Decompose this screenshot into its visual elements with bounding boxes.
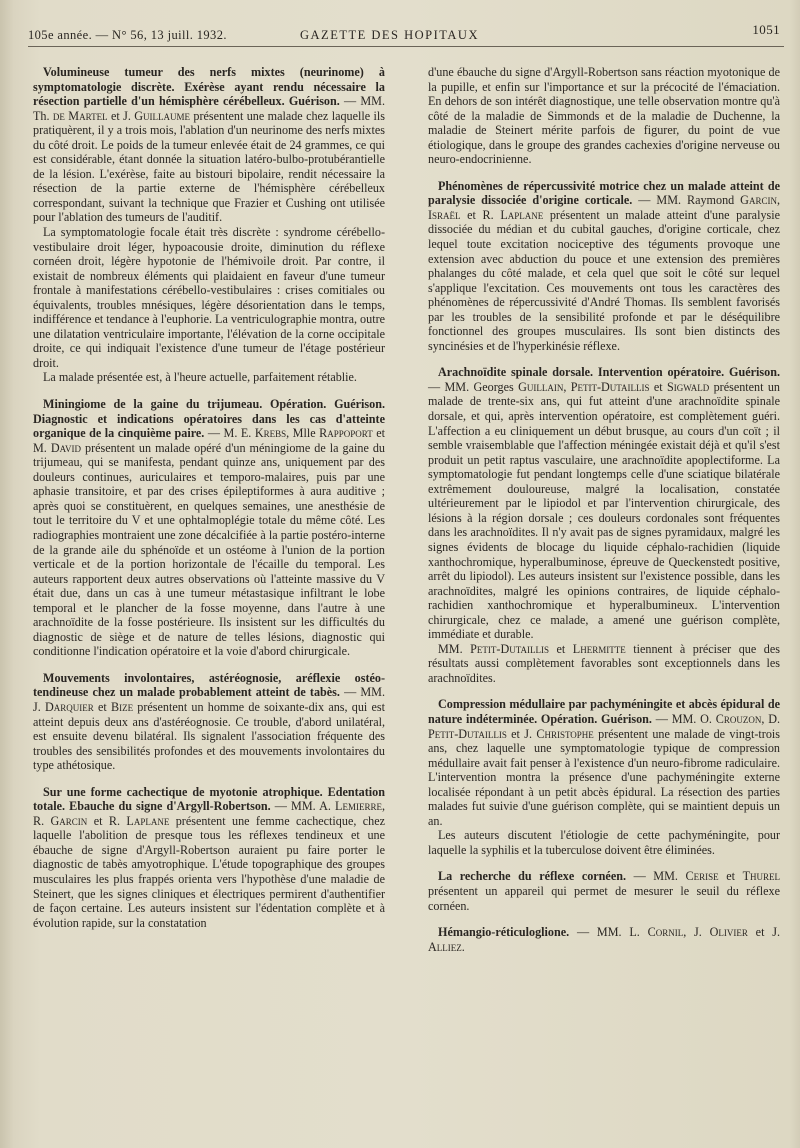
article-paragraph [428,179,780,354]
article-paragraph [428,365,780,641]
article [428,65,780,167]
article-paragraph [33,671,385,773]
text-run: et R. [460,207,501,222]
article-paragraph [428,925,780,954]
author-name: Laplane [500,207,544,222]
author-name: Petit-Dutaillis [570,379,650,394]
article-title: Hémangio-réticuloglione. [438,925,570,940]
text-run: — MM. O. [651,711,716,726]
text-run: présentent un homme de soixante-dix ans, qui est atteint depuis deux ans d'astéréognosie. Ce trouble, d'abord unilatéral, est ensuite devenu bilatéral. Ils signalent l'association fréquente des troubles des sensibilités profondes et des mouvements involontaires du type athétosique. [33,699,385,773]
article-title: Arachnoïdite spinale dorsale. Intervention opératoire. Guérison. [438,365,780,380]
author-name: de Martel [52,108,108,123]
text-run: — MM. [626,869,686,884]
author-name: Alliez [428,939,462,954]
author-name: Lhermitte [572,641,626,656]
article-paragraph [33,785,385,930]
text-run: — MM. L. [569,925,648,940]
article [428,869,780,913]
text-run: et J. [506,726,537,741]
author-name: Guillain [518,379,564,394]
article-paragraph [428,869,780,913]
text-run: — M. E. [204,426,255,441]
article-paragraph [33,65,385,225]
article [428,365,780,685]
article-title: Compression médullaire par pachyméningite et abcès épidural de nature indéterminée. Opération. Guérison. [428,697,780,726]
text-run: présentent un malade atteint d'une paralysie dissociée du médian et du cubital gauches, d'origine corticale, chez lequel toute excitation nociceptive des téguments provoque une extension avec abduction du pouce et une extension des premières phalanges du côté malade, et cela quel que soit le côté sur lequel s'applique l'excitation. Ces mouvements ont tous les caractères des phénomènes de répercussivité d'André Thomas. Ils semblent favorisés par les troubles de la sensibilité profonde et par le déséquilibre fonctionnel des groupes musculaires. Ils sont bien distincts des syncinésies et de l'hyperkinésie réflexe. [428,207,780,353]
article-title: Phénomènes de répercussivité motrice chez un malade atteint de paralysie dissociée d'origine corticale. [428,178,780,208]
article-paragraph [428,828,780,857]
text-run: et [649,379,668,394]
article-paragraph [33,225,385,370]
text-run: MM. [438,641,471,656]
author-name: Petit-Dutaillis [470,641,549,656]
text-run: — MM. A. [270,799,336,814]
text-run: , D. [761,711,780,726]
article [33,785,385,930]
text-run: , R. [33,799,385,828]
text-run: La symptomatologie focale était très discrète : syndrome cérébello-vestibulaire droit léger, hypoacousie droite, diminution du réflexe cornéen droit, légère hypotonie de l'hémivoile droit. Par contre, il existait de nombreux éléments qui plaidaient en faveur d'une tumeur frontale à manifestations cérébello-vestibulaires : crises comitiales ou équivalents, troubles mnésiques, légère désorientation dans le temps, indifférence et tendance à l'euphorie. La ventriculographie montra, outre une dilatation ventriculaire importante, l'élévation de la corne occipitale droite, ce qui indiquait l'existence d'une tumeur de l'étage postérieur droit. [33,225,385,370]
author-name: Garcin [740,193,777,208]
author-name: Cornil [647,925,684,940]
article [428,697,780,857]
author-name: Rappoport [319,426,373,441]
article-paragraph [33,397,385,659]
text-run: et R. [87,813,127,828]
text-run: présentent un malade de trente-six ans, qui fut atteint d'une arachnoïdite spinale dorsale, et qui, après intervention opératoire, est complètement guéri. L'affection a eu cliniquement un début brusque, au cours d'un coït ; il semble vraisemblable que l'affection méningée existait déjà et qu'il s'est produit un petit raptus vasculaire, une arachnoïdite apoplectiforme. La symptomatologie fut pendant longtemps celle d'une sciatique bilatérale extrêmement douloureuse, malgré la localisation, constatée ultérieurement par le lipiodol et par l'intervention chirurgicale, des lésions à la région dorsale ; ces douleurs cordonales sont fréquentes dans les arachnoïdites. Il n'y avait pas de signes pyramidaux, malgré les signes évidents de blocage du liquide céphalo-rachidien (liquide xanthochromique, hyperalbuminose, épreuve de Queckenstedt positive, arrêt du lipiodol). Les auteurs insistent sur l'existence possible, dans les arachnoïdites, malgré les opinions contraires, de liquide céphalo-rachidien xanthochromique et hyperalbumineux. L'intervention chirurgicale, chez ce malade, a amené une guérison complète, immédiate et durable. [428,379,780,642]
author-name: Darquier [44,699,94,714]
author-name: Lemierre [335,799,382,814]
author-name: Petit-Dutaillis [428,726,507,741]
article-title: Sur une forme cachectique de myotonie atrophique. Edentation totale. Ebauche du signe d'Argyll-Robertson. [33,784,385,814]
text-run: présentent une femme cachectique, chez laquelle l'abolition de presque tous les réflexes tendineux et une ébauche de signe d'Argyll-Robertson auraient pu faire porter le diagnostic de tabès amyotrophique. L'étude topographique des groupes musculaires les plus frappés orienta vers l'hypothèse d'une maladie de Steinert, que les signes cliniques et électriques permirent d'authentifier de façon certaine. Les auteurs insistent sur l'édentation complète et à évolution rapide, sur la constatation [33,813,385,930]
author-name: Cerise [685,869,719,884]
text-run: présentent un malade opéré d'un méningiome de la gaine du trijumeau, qui se manifesta, pendant quinze ans, uniquement par des douleurs continues, auriculaires et temporo-malaires, puis par une aphasie transitoire, et par des crises épileptiformes à aura auditive ; après quoi se constituèrent, en quelques semaines, une anesthésie de tout le territoire du V et une ophtalmoplégie totale du même côté. Les radiographies montraient une zone décalcifiée à la partie postéro-interne de la grande aile du sphénoïde et un ostéome à l'union de la portion verticale et de la portion horizontale de l'écaille du temporal. Les auteurs rapportent deux autres observations où l'atteinte massive du V était due, dans un cas à une tumeur métastasique infiltrant le lobe temporal et le plancher de la fosse moyenne, dans l'autre à une arachnoïdite de la fosse postérieure. Ils insistent sur les difficultés du diagnostic de siège et de nature de telles lésions, diagnostic qui conditionne l'indication opératoire et la voie d'abord chirurgicale. [33,440,385,659]
issue-info: 105e année. — N° 56, 13 juill. 1932. [28,28,227,42]
author-name: Crouzon [715,711,762,726]
text-run: , [563,379,571,394]
article [33,65,385,385]
text-run: d'une ébauche du signe d'Argyll-Robertson sans réaction myotonique de la pupille, et enfin sur l'importance et sur la précocité de l'émaciation. En dehors de son intérêt diagnostique, une telle observation montre qu'à côté de la maladie de Simmonds et de la maladie de Duchenne, la maladie de Steinert mérite parfois de figurer, du point de vue étiologique, dans le groupe des grandes cachexies d'origine nerveuse ou neuro-endocrinienne. [428,65,780,167]
running-header [28,24,784,47]
left-column [33,65,385,966]
article-title: Volumineuse tumeur des nerfs mixtes (neurinome) à symptomatologie discrète. Exérèse ayant rendu nécessaire la résection partielle d'un hémisphère cérébelleux. Guérison. [33,65,385,109]
article-paragraph [428,642,780,686]
author-name: Krebs [254,426,287,441]
author-name: Guillaume [134,108,191,123]
article-title: La recherche du réflexe cornéen. [438,869,626,884]
text-run: et [93,699,111,714]
author-name: Bize [110,699,134,714]
author-name: Christophe [536,726,594,741]
author-name: Sigwald [667,379,710,394]
article-paragraph [428,697,780,828]
author-name: Israël [428,207,461,222]
text-run: , [776,193,780,208]
right-column [428,65,780,966]
text-run: — MM. Georges [428,379,519,394]
article-title: Mouvements involontaires, astéréognosie, aréflexie ostéo-tendineuse chez un malade probablement atteint de tabès. [33,670,385,700]
article-paragraph [428,65,780,167]
text-run: et J. [747,925,780,940]
text-run: présentent une malade de vingt-trois ans, chez laquelle une symptomatologie typique de compression médullaire avait fait penser à l'existence d'un neuro-fibrome radiculaire. L'intervention montra la présence d'une pachyméningite externe localisée répondant à un petit abcès épidural. La résection des parties malades fut suivie d'une guérison complète, qui se maintient depuis un an. [428,726,780,828]
text-run: et M. [33,426,385,455]
two-column-body [28,65,784,966]
text-run: présentent une malade chez laquelle ils pratiquèrent, il y a trois mois, l'ablation d'un neurinome des nerfs mixtes du côté droit. Le poids de la tumeur enlevée était de 24 grammes, ce qui est considérable, étant donnée la situation latéro-bulbo-protubérantielle de la lésion. L'exérèse, faite au bistouri bipolaire, rendit nécessaire la résection de la partie externe de l'hémisphère cérébelleux correspondant, suivant la technique que Frazier et Cushing ont utilisée pour l'ablation des tumeurs de l'auditif. [33,108,385,225]
text-run: , J. [683,925,710,940]
article [33,397,385,659]
text-run: et J. [107,108,135,123]
text-run: Les auteurs discutent l'étiologie de cette pachyméningite, pour laquelle la syphilis et la tuberculose doivent être éliminées. [428,828,780,857]
text-run: . [461,939,465,954]
page-number: 1051 [752,22,780,37]
author-name: Laplane [126,813,170,828]
article [33,671,385,773]
author-name: Thurel [742,869,780,884]
author-name: David [50,440,81,455]
article [428,925,780,954]
article-paragraph [33,370,385,385]
article-title: Miningiome de la gaine du trijumeau. Opération. Guérison. Diagnostic et indications opératoires dans les cas d'atteinte organique de la cinquième paire. [33,397,385,441]
author-name: Garcin [50,813,88,828]
text-run: — MM. Th. [33,94,385,123]
author-name: Olivier [709,925,748,940]
text-run: , Mlle [286,426,320,441]
text-run: — MM. Raymond [632,193,741,208]
text-run: et [548,641,573,656]
text-run: — MM. J. [33,685,385,714]
text-run: présentent un appareil qui permet de mesurer le seuil du réflexe cornéen. [428,883,780,913]
text-run: et [718,869,743,884]
text-run: tiennent à préciser que des résultats aussi complètement favorables sont exceptionnels dans les arachnoïdites. [428,641,780,685]
article [428,179,780,354]
text-run: La malade présentée est, à l'heure actuelle, parfaitement rétablie. [43,370,357,385]
journal-title: GAZETTE DES HOPITAUX [300,28,479,42]
